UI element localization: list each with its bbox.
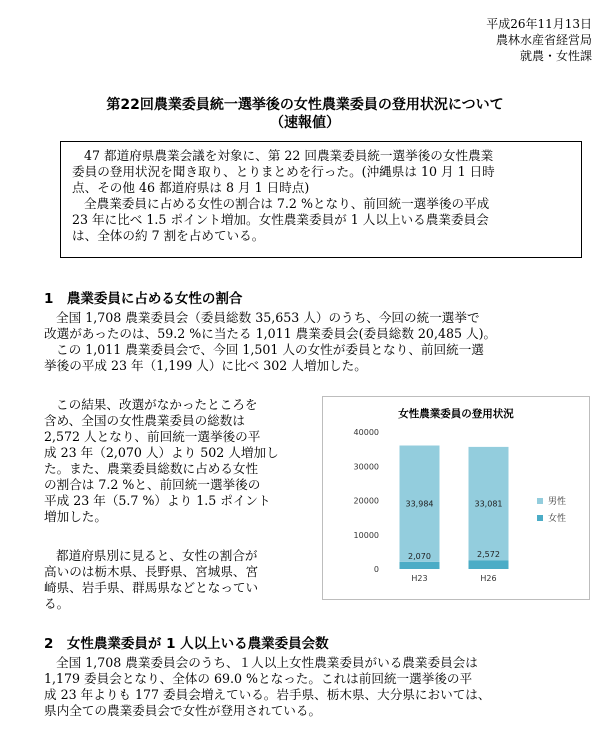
title-line-1: 第22回農業委員統一選挙後の女性農業委員の登用状況について bbox=[106, 97, 504, 113]
data-label-male: 33,984 bbox=[405, 499, 434, 509]
bar-segment-female bbox=[400, 562, 440, 569]
chart-title: 女性農業委員の登用状況 bbox=[398, 408, 514, 420]
section-2-heading: 2 女性農業委員が 1 人以上いる農業委員会数 bbox=[44, 636, 329, 652]
text-line: る。 bbox=[44, 596, 70, 611]
summary-line: は、全体の約 7 割を占めている。 bbox=[72, 228, 265, 243]
x-tick-label: H23 bbox=[411, 574, 428, 583]
text-line: 1,179 委員会となり、全体の 69.0 %となった。これは前回統一選挙後の平 bbox=[44, 671, 473, 686]
text-line: この 1,011 農業委員会で、今回 1,501 人の女性が委員となり、前回統一選 bbox=[56, 342, 484, 357]
legend-label: 女性 bbox=[548, 514, 567, 524]
issuing-section: 就農・女性課 bbox=[519, 49, 592, 63]
text-line: 県内全ての農業委員会で女性が登用されている。 bbox=[44, 703, 322, 718]
text-line: この結果、改選がなかったところを bbox=[56, 397, 258, 412]
text-line: 成 23 年よりも 177 委員会増えている。岩手県、栃木県、大分県においては、 bbox=[44, 687, 491, 702]
document-title bbox=[0, 96, 610, 132]
section-1-heading: 1 農業委員に占める女性の割合 bbox=[44, 291, 243, 307]
data-label-male: 33,081 bbox=[474, 499, 503, 509]
y-tick-label: 40000 bbox=[353, 428, 379, 437]
text-line: 都道府県別に見ると、女性の割合が bbox=[56, 548, 258, 563]
chart-svg bbox=[323, 397, 589, 599]
legend-label: 男性 bbox=[548, 497, 567, 507]
x-tick-label: H26 bbox=[480, 574, 497, 583]
y-tick-label: 20000 bbox=[353, 496, 379, 506]
y-tick-label: 10000 bbox=[353, 530, 379, 540]
document-header bbox=[486, 16, 592, 64]
text-line: 改選があったのは、59.2 %に当たる 1,011 農業委員会(委員総数 20,485 人)。 bbox=[44, 326, 497, 341]
bar-segment-female bbox=[469, 560, 509, 569]
issuing-department: 農林水産省経営局 bbox=[495, 33, 592, 47]
summary-line: 点、その他 46 都道府県は 8 月 1 日時点) bbox=[72, 180, 310, 195]
summary-text bbox=[72, 148, 495, 244]
text-line: 全国 1,708 農業委員会（委員総数 35,653 人）のうち、今回の統一選挙で bbox=[56, 310, 480, 325]
summary-line: 47 都道府県農業会議を対象に、第 22 回農業委員統一選挙後の女性農業 bbox=[84, 148, 494, 163]
data-label-female: 2,070 bbox=[408, 551, 431, 561]
summary-line: 委員の登用状況を聞き取り、とりまとめを行った。(沖縄県は 10 月 1 日時 bbox=[72, 164, 495, 179]
summary-line: 全農業委員に占める女性の割合は 7.2 %となり、前回統一選挙後の平成 bbox=[84, 196, 490, 211]
section-1-paragraph-1 bbox=[44, 310, 496, 374]
text-line: 全国 1,708 農業委員会のうち、１人以上女性農業委員がいる農業委員会は bbox=[56, 655, 478, 670]
legend-swatch bbox=[537, 515, 543, 521]
text-line: 含め、全国の女性農業委員の総数は bbox=[44, 413, 245, 428]
text-line: た。また、農業委員総数に占める女性 bbox=[44, 461, 259, 476]
section-1-paragraph-2 bbox=[44, 397, 279, 525]
stacked-bar-chart bbox=[322, 396, 590, 600]
title-line-2: （速報値） bbox=[270, 115, 340, 131]
data-label-female: 2,572 bbox=[477, 550, 500, 560]
text-line: 増加した。 bbox=[44, 509, 107, 524]
section-2-paragraph bbox=[44, 655, 490, 719]
y-tick-label: 30000 bbox=[353, 462, 379, 472]
text-line: 崎県、岩手県、群馬県などとなってい bbox=[44, 580, 259, 595]
text-line: の割合は 7.2 %と、前回統一選挙後の bbox=[44, 477, 261, 492]
text-line: 2,572 人となり、前回統一選挙後の平 bbox=[44, 429, 261, 444]
summary-line: 23 年に比べ 1.5 ポイント増加。女性農業委員が 1 人以上いる農業委員会 bbox=[72, 212, 489, 227]
y-tick-label: 0 bbox=[373, 565, 379, 574]
section-1-paragraph-3 bbox=[44, 548, 258, 612]
text-line: 高いのは栃木県、長野県、宮城県、宮 bbox=[44, 564, 259, 579]
text-line: 平成 23 年（5.7 %）より 1.5 ポイント bbox=[44, 493, 271, 508]
text-line: 成 23 年（2,070 人）より 502 人増加し bbox=[44, 445, 279, 460]
legend-swatch bbox=[537, 498, 543, 504]
text-line: 挙後の平成 23 年（1,199 人）に比べ 302 人増加した。 bbox=[44, 358, 367, 373]
document-date: 平成26年11月13日 bbox=[486, 17, 592, 31]
